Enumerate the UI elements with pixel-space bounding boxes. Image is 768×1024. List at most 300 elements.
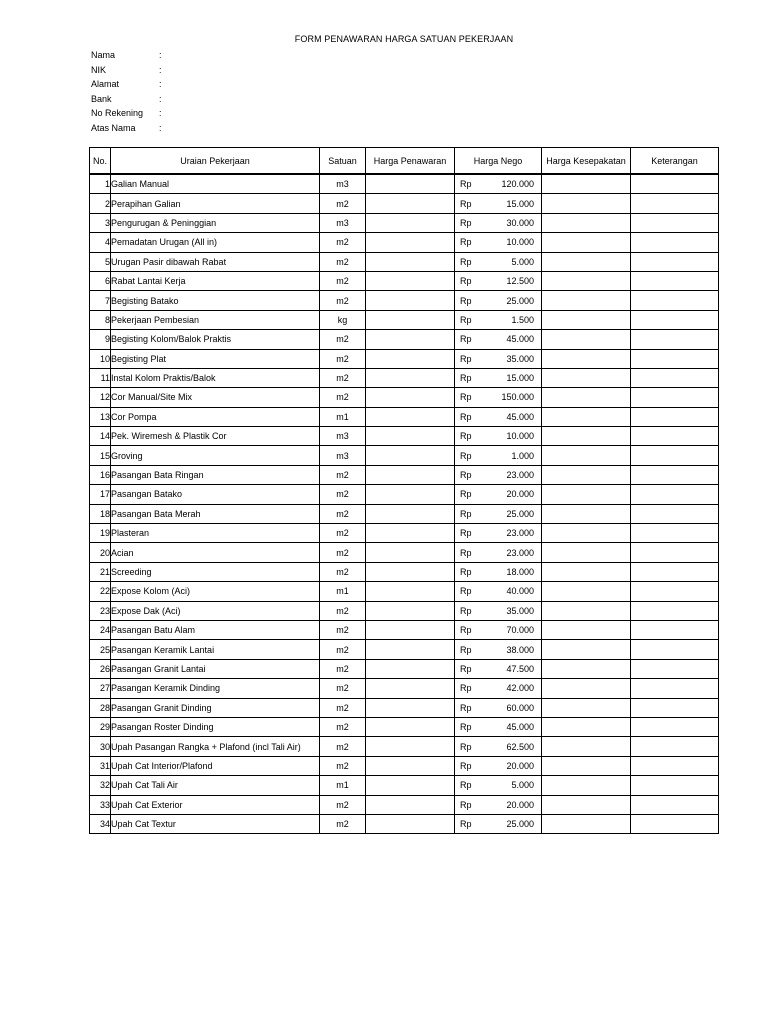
row-number: 2 (90, 194, 111, 213)
info-label: Bank (91, 93, 112, 104)
currency-label: Rp (460, 276, 472, 287)
unit-cell: m2 (320, 504, 366, 523)
info-row-bank (91, 92, 169, 107)
info-colon: : (159, 50, 162, 60)
currency-label: Rp (460, 605, 472, 616)
nego-amount: 23.000 (506, 547, 534, 558)
work-description: Upah Cat Tali Air (111, 776, 320, 795)
unit-cell: m2 (320, 698, 366, 717)
harga-penawaran-cell[interactable] (366, 524, 455, 543)
unit-cell: m2 (320, 601, 366, 620)
nego-amount: 15.000 (506, 198, 534, 209)
harga-kesepakatan-cell[interactable] (542, 814, 631, 833)
row-number: 28 (90, 698, 111, 717)
harga-penawaran-cell[interactable] (366, 271, 455, 290)
keterangan-cell[interactable] (631, 698, 719, 717)
harga-kesepakatan-cell[interactable] (542, 640, 631, 659)
harga-penawaran-cell[interactable] (366, 504, 455, 523)
keterangan-cell[interactable] (631, 659, 719, 678)
table-row (90, 756, 719, 775)
row-number: 15 (90, 446, 111, 465)
row-number: 7 (90, 291, 111, 310)
work-description: Pasangan Keramik Dinding (111, 679, 320, 698)
row-number: 3 (90, 213, 111, 232)
harga-kesepakatan-cell[interactable] (542, 446, 631, 465)
nego-amount: 45.000 (506, 722, 534, 733)
row-number: 17 (90, 485, 111, 504)
nego-amount: 20.000 (506, 760, 534, 771)
harga-kesepakatan-cell[interactable] (542, 252, 631, 271)
currency-label: Rp (460, 819, 472, 830)
harga-nego-cell (455, 756, 542, 775)
unit-cell: m2 (320, 737, 366, 756)
harga-nego-cell (455, 349, 542, 368)
table-row (90, 349, 719, 368)
row-number: 9 (90, 330, 111, 349)
work-description: Expose Dak (Aci) (111, 601, 320, 620)
table-row (90, 659, 719, 678)
row-number: 18 (90, 504, 111, 523)
harga-penawaran-cell[interactable] (366, 194, 455, 213)
harga-penawaran-cell[interactable] (366, 213, 455, 232)
unit-cell: m2 (320, 814, 366, 833)
harga-kesepakatan-cell[interactable] (542, 330, 631, 349)
info-colon: : (159, 64, 162, 75)
harga-penawaran-cell[interactable] (366, 659, 455, 678)
harga-penawaran-cell[interactable] (366, 601, 455, 620)
keterangan-cell[interactable] (631, 388, 719, 407)
work-description: Screeding (111, 562, 320, 581)
harga-penawaran-cell[interactable] (366, 737, 455, 756)
table-row (90, 795, 719, 814)
harga-penawaran-cell[interactable] (366, 174, 455, 194)
harga-nego-cell (455, 543, 542, 562)
unit-cell: m3 (320, 174, 366, 194)
unit-cell: m2 (320, 465, 366, 484)
table-row (90, 524, 719, 543)
currency-label: Rp (460, 217, 472, 228)
row-number: 31 (90, 756, 111, 775)
nego-amount: 5.000 (511, 780, 534, 791)
table-row (90, 446, 719, 465)
harga-penawaran-cell[interactable] (366, 543, 455, 562)
row-number: 22 (90, 582, 111, 601)
applicant-info (91, 48, 169, 135)
keterangan-cell[interactable] (631, 582, 719, 601)
harga-nego-cell (455, 174, 542, 194)
table-row (90, 271, 719, 290)
unit-cell: m2 (320, 620, 366, 639)
harga-penawaran-cell[interactable] (366, 620, 455, 639)
keterangan-cell[interactable] (631, 465, 719, 484)
currency-label: Rp (460, 334, 472, 345)
work-description: Pekerjaan Pembesian (111, 310, 320, 329)
form-title: FORM PENAWARAN HARGA SATUAN PEKERJAAN (294, 34, 514, 44)
keterangan-cell[interactable] (631, 271, 719, 290)
nego-amount: 45.000 (506, 411, 534, 422)
keterangan-cell[interactable] (631, 446, 719, 465)
nego-amount: 25.000 (506, 295, 534, 306)
harga-nego-cell (455, 620, 542, 639)
harga-kesepakatan-cell[interactable] (542, 562, 631, 581)
nego-amount: 23.000 (506, 528, 534, 539)
row-number: 21 (90, 562, 111, 581)
table-row (90, 640, 719, 659)
table-row (90, 330, 719, 349)
harga-penawaran-cell[interactable] (366, 465, 455, 484)
table-row (90, 252, 719, 271)
harga-penawaran-cell[interactable] (366, 698, 455, 717)
work-description: Acian (111, 543, 320, 562)
work-description: Galian Manual (111, 174, 320, 194)
harga-kesepakatan-cell[interactable] (542, 659, 631, 678)
keterangan-cell[interactable] (631, 427, 719, 446)
unit-cell: m2 (320, 562, 366, 581)
row-number: 11 (90, 368, 111, 387)
harga-penawaran-cell[interactable] (366, 427, 455, 446)
work-description: Rabat Lantai Kerja (111, 271, 320, 290)
harga-penawaran-cell[interactable] (366, 233, 455, 252)
currency-label: Rp (460, 625, 472, 636)
nego-amount: 150.000 (501, 392, 534, 403)
unit-cell: m2 (320, 524, 366, 543)
table-row (90, 407, 719, 426)
info-row-atas-nama (91, 121, 169, 136)
harga-penawaran-cell[interactable] (366, 582, 455, 601)
nego-amount: 45.000 (506, 334, 534, 345)
harga-kesepakatan-cell[interactable] (542, 601, 631, 620)
keterangan-cell[interactable] (631, 485, 719, 504)
nego-amount: 5.000 (511, 256, 534, 267)
info-row-nik (91, 63, 169, 78)
table-row (90, 465, 719, 484)
row-number: 14 (90, 427, 111, 446)
table-row (90, 582, 719, 601)
harga-kesepakatan-cell[interactable] (542, 504, 631, 523)
nego-amount: 25.000 (506, 819, 534, 830)
currency-label: Rp (460, 392, 472, 403)
harga-kesepakatan-cell[interactable] (542, 679, 631, 698)
harga-kesepakatan-cell[interactable] (542, 582, 631, 601)
keterangan-cell[interactable] (631, 601, 719, 620)
row-number: 5 (90, 252, 111, 271)
harga-penawaran-cell[interactable] (366, 330, 455, 349)
harga-nego-cell (455, 814, 542, 833)
keterangan-cell[interactable] (631, 174, 719, 194)
currency-label: Rp (460, 411, 472, 422)
info-label: NIK (91, 64, 107, 75)
harga-kesepakatan-cell[interactable] (542, 795, 631, 814)
keterangan-cell[interactable] (631, 213, 719, 232)
table-row (90, 291, 719, 310)
nego-amount: 62.500 (506, 741, 534, 752)
currency-label: Rp (460, 295, 472, 306)
nego-amount: 30.000 (506, 217, 534, 228)
row-number: 12 (90, 388, 111, 407)
unit-cell: m2 (320, 252, 366, 271)
keterangan-cell[interactable] (631, 368, 719, 387)
work-description: Pengurugan & Peninggian (111, 213, 320, 232)
nego-amount: 15.000 (506, 373, 534, 384)
row-number: 6 (90, 271, 111, 290)
harga-kesepakatan-cell[interactable] (542, 233, 631, 252)
harga-nego-cell (455, 368, 542, 387)
work-description: Cor Manual/Site Mix (111, 388, 320, 407)
unit-cell: m2 (320, 233, 366, 252)
harga-kesepakatan-cell[interactable] (542, 737, 631, 756)
table-row (90, 814, 719, 833)
harga-kesepakatan-cell[interactable] (542, 194, 631, 213)
table-row (90, 174, 719, 194)
harga-kesepakatan-cell[interactable] (542, 776, 631, 795)
col-header-keterangan: Keterangan (631, 148, 719, 175)
harga-penawaran-cell[interactable] (366, 388, 455, 407)
nego-amount: 18.000 (506, 567, 534, 577)
unit-cell: m2 (320, 388, 366, 407)
currency-label: Rp (460, 741, 472, 752)
unit-cell: m3 (320, 427, 366, 446)
work-description: Pasangan Bata Merah (111, 504, 320, 523)
currency-label: Rp (460, 508, 472, 519)
harga-kesepakatan-cell[interactable] (542, 485, 631, 504)
nego-amount: 23.000 (506, 470, 534, 481)
work-description: Pek. Wiremesh & Plastik Cor (111, 427, 320, 446)
table-row (90, 679, 719, 698)
harga-kesepakatan-cell[interactable] (542, 291, 631, 310)
harga-penawaran-cell[interactable] (366, 679, 455, 698)
currency-label: Rp (460, 353, 472, 364)
harga-kesepakatan-cell[interactable] (542, 368, 631, 387)
nego-amount: 42.000 (506, 683, 534, 694)
col-header-no: No. (90, 148, 111, 175)
work-description: Perapihan Galian (111, 194, 320, 213)
unit-cell: m3 (320, 446, 366, 465)
nego-amount: 47.500 (506, 663, 534, 674)
keterangan-cell[interactable] (631, 310, 719, 329)
keterangan-cell[interactable] (631, 679, 719, 698)
keterangan-cell[interactable] (631, 814, 719, 833)
nego-amount: 25.000 (506, 508, 534, 519)
work-description: Upah Pasangan Rangka + Plafond (incl Tali Air) (111, 737, 320, 756)
harga-kesepakatan-cell[interactable] (542, 271, 631, 290)
currency-label: Rp (460, 702, 472, 713)
table-row (90, 776, 719, 795)
work-description: Pasangan Granit Dinding (111, 698, 320, 717)
row-number: 20 (90, 543, 111, 562)
table-row (90, 504, 719, 523)
harga-penawaran-cell[interactable] (366, 446, 455, 465)
keterangan-cell[interactable] (631, 233, 719, 252)
harga-nego-cell (455, 233, 542, 252)
keterangan-cell[interactable] (631, 640, 719, 659)
harga-penawaran-cell[interactable] (366, 291, 455, 310)
info-colon: : (159, 122, 162, 133)
work-description: Upah Cat Exterior (111, 795, 320, 814)
price-table (89, 147, 719, 834)
unit-cell: m1 (320, 407, 366, 426)
harga-penawaran-cell[interactable] (366, 310, 455, 329)
harga-kesepakatan-cell[interactable] (542, 388, 631, 407)
keterangan-cell[interactable] (631, 717, 719, 736)
harga-penawaran-cell[interactable] (366, 368, 455, 387)
harga-kesepakatan-cell[interactable] (542, 756, 631, 775)
currency-label: Rp (460, 760, 472, 771)
harga-nego-cell (455, 640, 542, 659)
harga-kesepakatan-cell[interactable] (542, 465, 631, 484)
row-number: 10 (90, 349, 111, 368)
unit-cell: m1 (320, 582, 366, 601)
harga-nego-cell (455, 795, 542, 814)
currency-label: Rp (460, 237, 472, 248)
harga-kesepakatan-cell[interactable] (542, 543, 631, 562)
keterangan-cell[interactable] (631, 291, 719, 310)
info-colon: : (159, 93, 162, 104)
harga-penawaran-cell[interactable] (366, 485, 455, 504)
harga-penawaran-cell[interactable] (366, 349, 455, 368)
keterangan-cell[interactable] (631, 504, 719, 523)
col-header-harga-nego: Harga Nego (455, 148, 542, 175)
harga-nego-cell (455, 271, 542, 290)
harga-kesepakatan-cell[interactable] (542, 524, 631, 543)
harga-penawaran-cell[interactable] (366, 776, 455, 795)
work-description: Pemadatan Urugan (All in) (111, 233, 320, 252)
unit-cell: m2 (320, 349, 366, 368)
nego-amount: 120.000 (501, 179, 534, 190)
row-number: 25 (90, 640, 111, 659)
currency-label: Rp (460, 722, 472, 733)
table-row (90, 388, 719, 407)
harga-nego-cell (455, 504, 542, 523)
harga-nego-cell (455, 601, 542, 620)
currency-label: Rp (460, 683, 472, 694)
keterangan-cell[interactable] (631, 194, 719, 213)
harga-kesepakatan-cell[interactable] (542, 213, 631, 232)
table-row (90, 485, 719, 504)
currency-label: Rp (460, 179, 472, 190)
unit-cell: m2 (320, 640, 366, 659)
row-number: 26 (90, 659, 111, 678)
harga-nego-cell (455, 524, 542, 543)
keterangan-cell[interactable] (631, 562, 719, 581)
harga-nego-cell (455, 698, 542, 717)
table-body (90, 174, 719, 834)
unit-cell: m2 (320, 194, 366, 213)
harga-penawaran-cell[interactable] (366, 814, 455, 833)
harga-kesepakatan-cell[interactable] (542, 310, 631, 329)
harga-kesepakatan-cell[interactable] (542, 407, 631, 426)
keterangan-cell[interactable] (631, 543, 719, 562)
harga-kesepakatan-cell[interactable] (542, 349, 631, 368)
work-description: Begisting Kolom/Balok Praktis (111, 330, 320, 349)
col-header-harga-kesepakatan: Harga Kesepakatan (542, 148, 631, 175)
row-number: 34 (90, 814, 111, 833)
nego-amount: 60.000 (506, 702, 534, 713)
info-row-no-rekening (91, 106, 169, 121)
row-number: 23 (90, 601, 111, 620)
keterangan-cell[interactable] (631, 349, 719, 368)
harga-penawaran-cell[interactable] (366, 640, 455, 659)
table-row (90, 620, 719, 639)
harga-penawaran-cell[interactable] (366, 795, 455, 814)
table-header-row (90, 148, 719, 175)
keterangan-cell[interactable] (631, 737, 719, 756)
nego-amount: 40.000 (506, 586, 534, 597)
work-description: Upah Cat Interior/Plafond (111, 756, 320, 775)
info-colon: : (159, 79, 162, 89)
keterangan-cell[interactable] (631, 407, 719, 426)
work-description: Urugan Pasir dibawah Rabat (111, 252, 320, 271)
work-description: Pasangan Bata Ringan (111, 465, 320, 484)
currency-label: Rp (460, 644, 472, 655)
harga-nego-cell (455, 776, 542, 795)
work-description: Pasangan Granit Lantai (111, 659, 320, 678)
harga-nego-cell (455, 679, 542, 698)
harga-penawaran-cell[interactable] (366, 717, 455, 736)
harga-penawaran-cell[interactable] (366, 407, 455, 426)
unit-cell: m2 (320, 330, 366, 349)
info-colon: : (159, 108, 162, 118)
currency-label: Rp (460, 450, 472, 461)
keterangan-cell[interactable] (631, 620, 719, 639)
currency-label: Rp (460, 586, 472, 597)
nego-amount: 38.000 (506, 644, 534, 655)
harga-nego-cell (455, 717, 542, 736)
nego-amount: 35.000 (506, 353, 534, 364)
table-row (90, 368, 719, 387)
keterangan-cell[interactable] (631, 524, 719, 543)
work-description: Cor Pompa (111, 407, 320, 426)
harga-penawaran-cell[interactable] (366, 756, 455, 775)
row-number: 4 (90, 233, 111, 252)
harga-nego-cell (455, 310, 542, 329)
keterangan-cell[interactable] (631, 776, 719, 795)
row-number: 32 (90, 776, 111, 795)
harga-kesepakatan-cell[interactable] (542, 698, 631, 717)
keterangan-cell[interactable] (631, 330, 719, 349)
table-row (90, 717, 719, 736)
harga-nego-cell (455, 562, 542, 581)
keterangan-cell[interactable] (631, 756, 719, 775)
work-description: Pasangan Roster Dinding (111, 717, 320, 736)
currency-label: Rp (460, 567, 472, 577)
harga-kesepakatan-cell[interactable] (542, 174, 631, 194)
keterangan-cell[interactable] (631, 795, 719, 814)
nego-amount: 20.000 (506, 489, 534, 500)
harga-penawaran-cell[interactable] (366, 252, 455, 271)
harga-kesepakatan-cell[interactable] (542, 427, 631, 446)
harga-kesepakatan-cell[interactable] (542, 620, 631, 639)
harga-nego-cell (455, 446, 542, 465)
unit-cell: m1 (320, 776, 366, 795)
harga-penawaran-cell[interactable] (366, 562, 455, 581)
harga-kesepakatan-cell[interactable] (542, 717, 631, 736)
work-description: Pasangan Batako (111, 485, 320, 504)
currency-label: Rp (460, 373, 472, 384)
currency-label: Rp (460, 431, 472, 442)
keterangan-cell[interactable] (631, 252, 719, 271)
info-label: Atas Nama (91, 122, 136, 133)
nego-amount: 1.000 (511, 450, 534, 461)
nego-amount: 10.000 (506, 431, 534, 442)
table-row (90, 233, 719, 252)
unit-cell: m2 (320, 368, 366, 387)
harga-nego-cell (455, 737, 542, 756)
table-row (90, 698, 719, 717)
currency-label: Rp (460, 799, 472, 810)
unit-cell: m2 (320, 756, 366, 775)
table-row (90, 601, 719, 620)
nego-amount: 35.000 (506, 605, 534, 616)
